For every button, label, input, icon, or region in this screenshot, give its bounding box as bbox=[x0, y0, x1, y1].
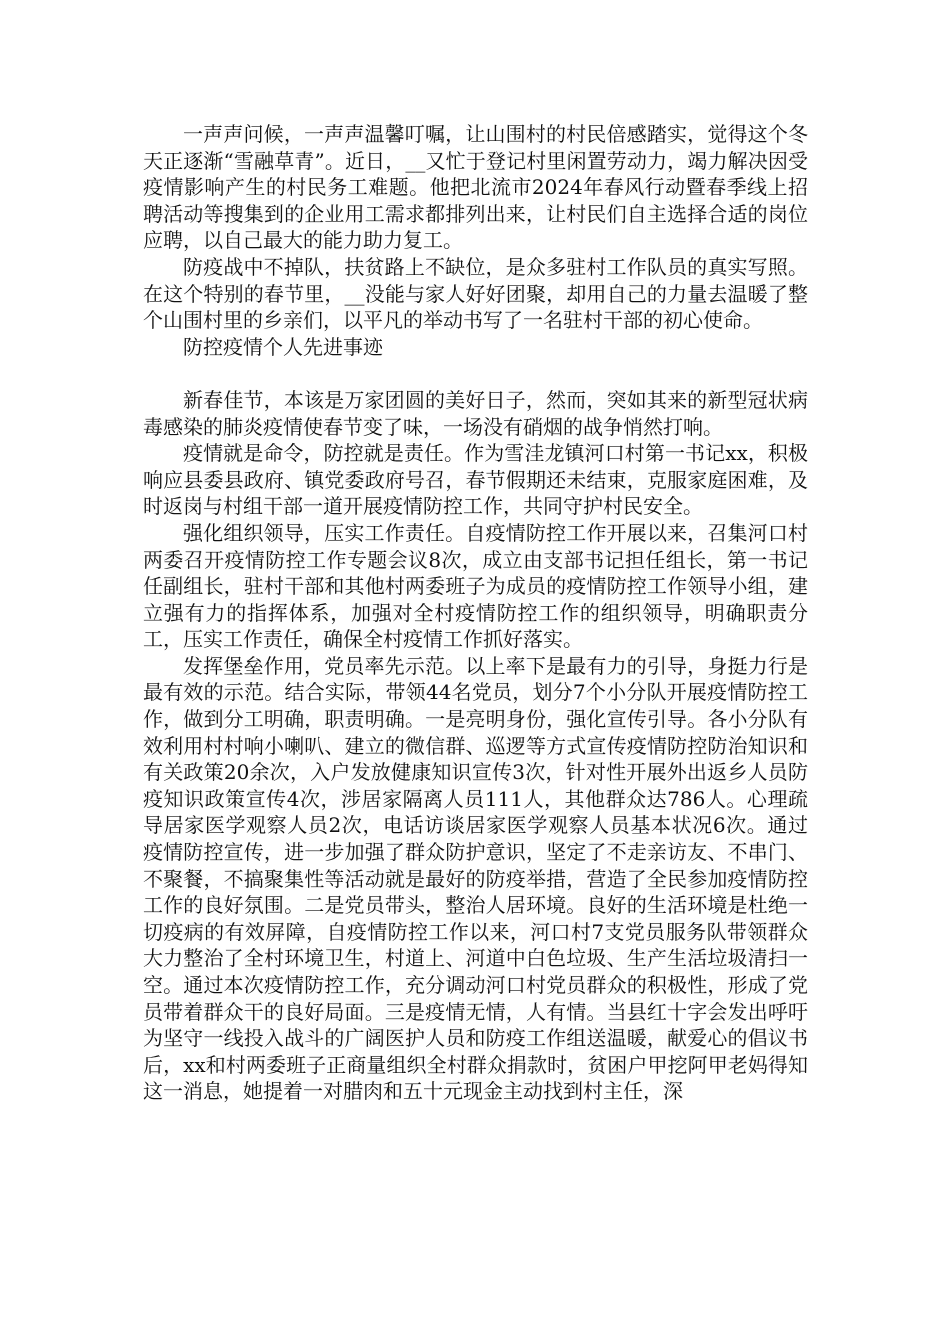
paragraph: 发挥堡垒作用，党员率先示范。以上率下是最有力的引导，身挺力行是最有效的示范。结合实际，带领44名党员，划分7个小分队开展疫情防控工作，做到分工明确，职责明确。一是亮明身份，强化宣传引导。各小分队有效利用村村响小喇叭、建立的微信群、巡逻等方式宣传疫情防控防治知识和有关政策20余次，入户发放健康知识宣传3次，针对性开展外出返乡人员防疫知识政策宣传4次，涉居家隔离人员111人，其他群众达786人。心理疏导居家医学观察人员2次，电话访谈居家医学观察人员基本状况6次。通过疫情防控宣传，进一步加强了群众防护意识，坚定了不走亲访友、不串门、不聚餐，不搞聚集性等活动就是最好的防疫举措，营造了全民参加疫情防控工作的良好氛围。二是党员带头，整治人居环境。良好的生活环境是杜绝一切疫病的有效屏障，自疫情防控工作以来，河口村7支党员服务队带领群众大力整治了全村环境卫生，村道上、河道中白色垃圾、生产生活垃圾清扫一空。通过本次疫情防控工作，充分调动河口村党员群众的积极性，形成了党员带着群众干的良好局面。三是疫情无情，人有情。当县红十字会发出呼吁为坚守一线投入战斗的广阔医护人员和防疫工作组送温暖，献爱心的倡议书后，xx和村两委班子正商量组织全村群众捐款时，贫困户甲挖阿甲老妈得知这一消息，她提着一对腊肉和五十元现金主动找到村主任，深 bbox=[143, 653, 808, 1104]
blank-line bbox=[143, 360, 808, 387]
document-body bbox=[143, 121, 808, 1105]
paragraph: 防疫战中不掉队，扶贫路上不缺位，是众多驻村工作队员的真实写照。在这个特别的春节里，__没能与家人好好团聚，却用自己的力量去温暖了整个山围村里的乡亲们，以平凡的举动书写了一名驻村干部的初心使命。 bbox=[143, 254, 808, 333]
paragraph: 疫情就是命令，防控就是责任。作为雪洼龙镇河口村第一书记xx，积极响应县委县政府、镇党委政府号召，春节假期还未结束，克服家庭困难，及时返岗与村组干部一道开展疫情防控工作，共同守护村民安全。 bbox=[143, 441, 808, 519]
paragraph: 新春佳节，本该是万家团圆的美好日子，然而，突如其来的新型冠状病毒感染的肺炎疫情使春节变了味，一场没有硝烟的战争悄然打响。 bbox=[143, 387, 808, 439]
paragraph: 强化组织领导，压实工作责任。自疫情防控工作开展以来，召集河口村两委召开疫情防控工作专题会议8次，成立由支部书记担任组长，第一书记任副组长，驻村干部和其他村两委班子为成员的疫情防控工作领导小组，建立强有力的指挥体系，加强对全村疫情防控工作的组织领导，明确职责分工，压实工作责任，确保全村疫情工作抓好落实。 bbox=[143, 520, 808, 652]
paragraph: 一声声问候，一声声温馨叮嘱，让山围村的村民倍感踏实，觉得这个冬天正逐渐“雪融草青”。近日，__又忙于登记村里闲置劳动力，竭力解决因受疫情影响产生的村民务工难题。他把北流市2024年春风行动暨春季线上招聘活动等搜集到的企业用工需求都排列出来，让村民们自主选择合适的岗位应聘，以自己最大的能力助力复工。 bbox=[143, 122, 808, 253]
section-title: 防控疫情个人先进事迹 bbox=[183, 334, 383, 359]
